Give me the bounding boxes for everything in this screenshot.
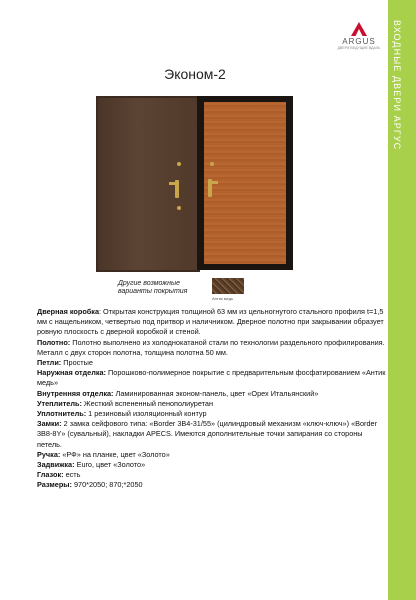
spec-value: : Открытая конструкция толщиной 63 мм из цельногнутого стального профиля t=1,5 мм с нащельником, четвертью под притвор и наличником. Дверное полотно при закрывании образует ровную плоскость с дверной коробкой и стеной.	[37, 307, 384, 337]
swatch-caption: Антик медь	[212, 296, 234, 301]
door-exterior-image	[96, 96, 200, 272]
spec-row	[37, 460, 387, 470]
specifications	[37, 307, 387, 491]
logo-name: ARGUS	[342, 37, 376, 46]
door-handle-lever-icon	[169, 182, 179, 185]
lock-keyhole-icon	[177, 206, 181, 210]
spec-label: Замки:	[37, 419, 62, 429]
door-interior-image	[197, 96, 293, 270]
spec-label: Дверная коробка	[37, 307, 99, 316]
spec-row	[37, 368, 387, 388]
spec-label: Размеры:	[37, 480, 72, 490]
spec-value: Полотно выполнено из холоднокатаной стали по технологии раздельного профилирования. Металл с двух сторон полотна, толщина полотна 50 мм.	[37, 337, 385, 357]
spec-label: Полотно:	[37, 337, 71, 347]
spec-label: Ручка:	[37, 449, 61, 459]
spec-row	[37, 307, 387, 338]
product-title: Эконом-2	[164, 66, 226, 82]
spec-value: есть	[63, 470, 81, 480]
argus-logo	[337, 22, 381, 50]
spec-value: Простые	[61, 358, 93, 368]
spec-row	[37, 470, 387, 480]
spec-label: Уплотнитель:	[37, 409, 87, 419]
spec-value: 970*2050; 870;*2050	[71, 480, 143, 490]
sidebar-band	[388, 0, 416, 600]
lock-cylinder-icon	[210, 162, 214, 166]
spec-label: Наружная отделка:	[37, 368, 106, 378]
spec-label: Внутренняя отделка:	[37, 388, 114, 398]
spec-row	[37, 389, 387, 399]
spec-row	[37, 409, 387, 419]
spec-label: Утеплитель:	[37, 398, 82, 408]
spec-value: Жесткий вспененный пенополиуретан	[81, 398, 214, 408]
spec-value: Euro, цвет «Золото»	[74, 460, 146, 470]
spec-label: Задвижка:	[37, 460, 75, 470]
spec-row	[37, 399, 387, 409]
door-handle-lever-icon	[208, 181, 218, 184]
spec-label: Петли:	[37, 358, 62, 368]
lock-cylinder-icon	[177, 162, 181, 166]
finish-swatch	[212, 278, 244, 294]
variants-label: Другие возможные варианты покрытия	[118, 280, 188, 295]
spec-value: 1 резиновый изоляционный контур	[86, 409, 207, 419]
spec-row	[37, 480, 387, 490]
sidebar-caption: ВХОДНЫЕ ДВЕРИ АРГУС	[392, 20, 402, 151]
argus-logo-mark	[351, 22, 367, 36]
spec-label: Глазок:	[37, 470, 64, 480]
spec-value: 2 замка сейфового типа: «Border 3В4-31/55» (цилиндровый механизм «ключ-ключ») «Border 3В8-8Y» (сувальный), накладки APECS. Имеются дополнительные точки запирания со стороны петель.	[37, 419, 378, 449]
spec-row	[37, 358, 387, 368]
spec-value: Ламинированная эконом-панель, цвет «Орех Итальянский»	[113, 388, 319, 398]
logo-tagline: ДВЕРИ ВЕДУЩИЕ ВДАЛЬ	[337, 46, 381, 50]
spec-row	[37, 419, 387, 450]
spec-row	[37, 338, 387, 358]
spec-value: Порошково-полимерное покрытие с предварительным фосфатированием «Антик медь»	[37, 368, 386, 388]
spec-row	[37, 450, 387, 460]
spec-value: «РФ» на планке, цвет «Золото»	[60, 449, 170, 459]
